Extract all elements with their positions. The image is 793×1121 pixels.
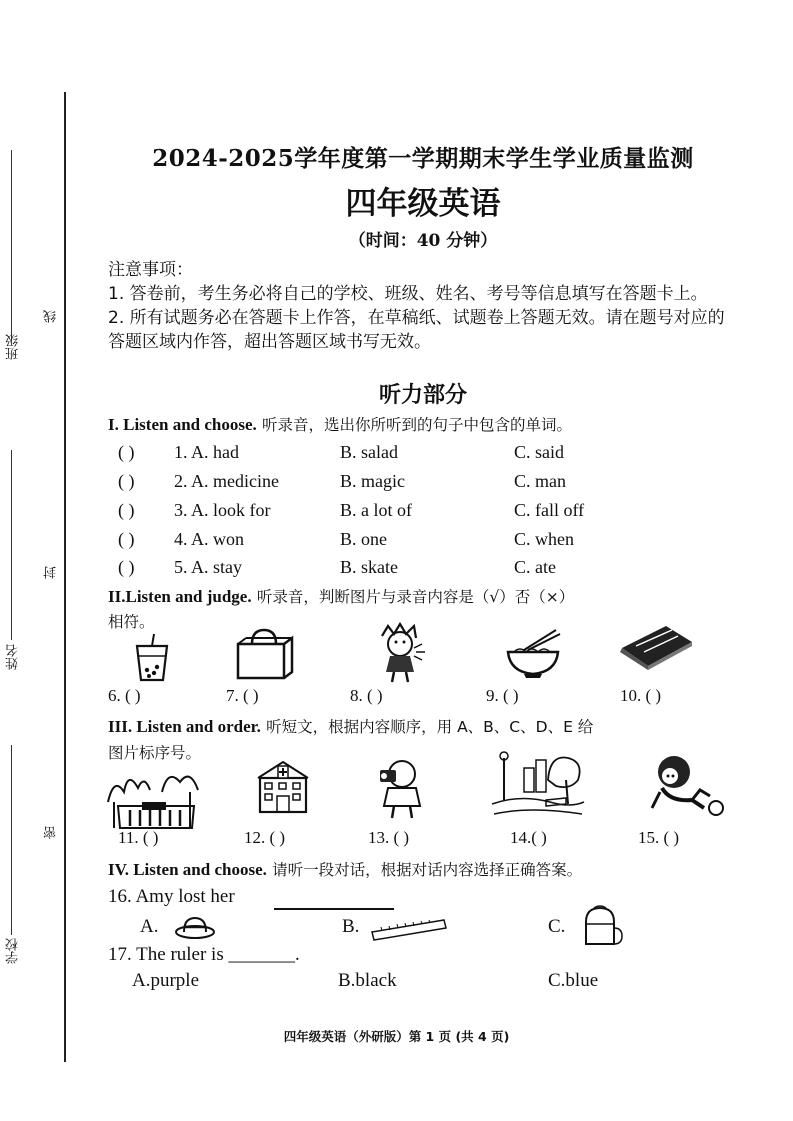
- part3-heading: [108, 715, 593, 737]
- answer-paren[interactable]: ( ): [118, 557, 135, 577]
- park-icon: [490, 750, 586, 820]
- answer-blank[interactable]: 7. ( ): [226, 686, 259, 705]
- part2-instruction: 听录音，判断图片与录音内容是（√）否（×）: [256, 588, 575, 606]
- option-a: 5. A. stay: [174, 557, 243, 577]
- question-row: [108, 442, 748, 468]
- exam-subject: 四年级英语: [345, 186, 501, 222]
- notes-item: 1. 答卷前，考生务必将自己的学校、班级、姓名、考号等信息填写在答题卡上。: [108, 284, 708, 304]
- notes: [108, 258, 728, 354]
- ruler-icon: [370, 918, 448, 942]
- backpack-icon: [578, 904, 624, 948]
- binding-margin: [0, 0, 70, 1121]
- part4-label: IV. Listen and choose.: [108, 860, 267, 879]
- answer-blank[interactable]: 6. ( ): [108, 686, 141, 705]
- answer-line[interactable]: [274, 908, 394, 910]
- question-row: [108, 557, 748, 583]
- part1-instruction: 听录音，选出你所听到的句子中包含的单词。: [262, 416, 573, 434]
- part4-heading: [108, 858, 582, 880]
- exam-title: 2024-2025学年度第一学期期末学生学业质量监测: [152, 145, 694, 172]
- section-title: 听力部分: [378, 383, 467, 408]
- pencil-case-icon: [616, 622, 696, 672]
- part2-instruction-cont: 相符。: [108, 613, 155, 631]
- option-a: 2. A. medicine: [174, 471, 279, 491]
- photographer-icon: [372, 758, 430, 820]
- school-label: 学校: [6, 938, 21, 964]
- page-footer: 四年级英语（外研版）第 1 页 (共 4 页): [283, 1029, 510, 1044]
- part2-heading: [108, 585, 574, 607]
- seal-char-seal: 封: [44, 566, 59, 579]
- q16-option-c: C.: [548, 916, 566, 937]
- question-row: [108, 471, 748, 497]
- part4-instruction: 请听一段对话，根据对话内容选择正确答案。: [272, 861, 583, 879]
- answer-paren[interactable]: ( ): [118, 500, 135, 520]
- answer-blank[interactable]: 15. ( ): [638, 828, 680, 847]
- noodles-bowl-icon: [504, 628, 562, 680]
- option-c: C. ate: [514, 557, 556, 577]
- exam-time: （时间：40 分钟）: [348, 231, 498, 251]
- answer-blank[interactable]: 11. ( ): [118, 828, 159, 847]
- answer-paren[interactable]: ( ): [118, 529, 135, 549]
- option-b: B. magic: [340, 471, 405, 491]
- name-fill-line[interactable]: [11, 450, 12, 640]
- notes-heading: 注意事项：: [108, 260, 193, 280]
- q16-option-b: B.: [342, 916, 360, 937]
- notes-item: 2. 所有试题务必在答题卡上作答，在草稿纸、试题卷上答题无效。请在题号对应的答题区域内作答，超出答题区域书写无效。: [108, 308, 725, 352]
- bubble-tea-icon: [132, 632, 172, 682]
- question-16: 16. Amy lost her: [108, 886, 235, 907]
- option-a: 3. A. look for: [174, 500, 271, 520]
- part1-heading: [108, 413, 572, 435]
- option-c: C. when: [514, 529, 574, 549]
- option-b: B. one: [340, 529, 387, 549]
- q17-option-a: A.purple: [132, 970, 200, 991]
- part2-label: II.Listen and judge.: [108, 587, 252, 606]
- answer-paren[interactable]: ( ): [118, 442, 135, 462]
- answer-blank[interactable]: 14.( ): [510, 828, 547, 847]
- fallen-boy-icon: [640, 752, 726, 820]
- school-fill-line[interactable]: [11, 745, 12, 935]
- zoo-icon: [104, 762, 204, 830]
- part3-label: III. Listen and order.: [108, 717, 261, 736]
- seal-char-secret: 密: [44, 826, 59, 839]
- question-row: [108, 529, 748, 555]
- part1-label: I. Listen and choose.: [108, 415, 257, 434]
- answer-blank[interactable]: 9. ( ): [486, 686, 519, 705]
- sick-boy-icon: [370, 622, 430, 684]
- class-label: 班级: [6, 334, 21, 360]
- answer-paren[interactable]: ( ): [118, 471, 135, 491]
- option-b: B. skate: [340, 557, 398, 577]
- part3-instruction: 听短文，根据内容顺序，用 A、B、C、D、E 给: [266, 718, 594, 736]
- class-fill-line[interactable]: [11, 150, 12, 340]
- part3-instruction-cont: 图片标序号。: [108, 744, 202, 762]
- answer-blank[interactable]: 12. ( ): [244, 828, 286, 847]
- q17-option-c: C.blue: [548, 970, 599, 991]
- question-17: 17. The ruler is _______.: [108, 944, 300, 965]
- option-c: C. man: [514, 471, 566, 491]
- answer-blank[interactable]: 13. ( ): [368, 828, 410, 847]
- option-c: C. fall off: [514, 500, 585, 520]
- option-b: B. salad: [340, 442, 398, 462]
- option-a: 1. A. had: [174, 442, 239, 462]
- option-b: B. a lot of: [340, 500, 412, 520]
- name-label: 姓名: [6, 644, 21, 670]
- gift-box-icon: [234, 628, 296, 680]
- binding-line: [64, 92, 66, 1062]
- answer-blank[interactable]: 10. ( ): [620, 686, 662, 705]
- option-a: 4. A. won: [174, 529, 245, 549]
- q16-option-a: A.: [140, 916, 159, 937]
- seal-char-line: 线: [44, 310, 59, 323]
- question-row: [108, 500, 748, 526]
- hospital-icon: [254, 758, 312, 814]
- answer-blank[interactable]: 8. ( ): [350, 686, 383, 705]
- hat-icon: [174, 914, 216, 940]
- q17-option-b: B.black: [338, 970, 397, 991]
- option-c: C. said: [514, 442, 565, 462]
